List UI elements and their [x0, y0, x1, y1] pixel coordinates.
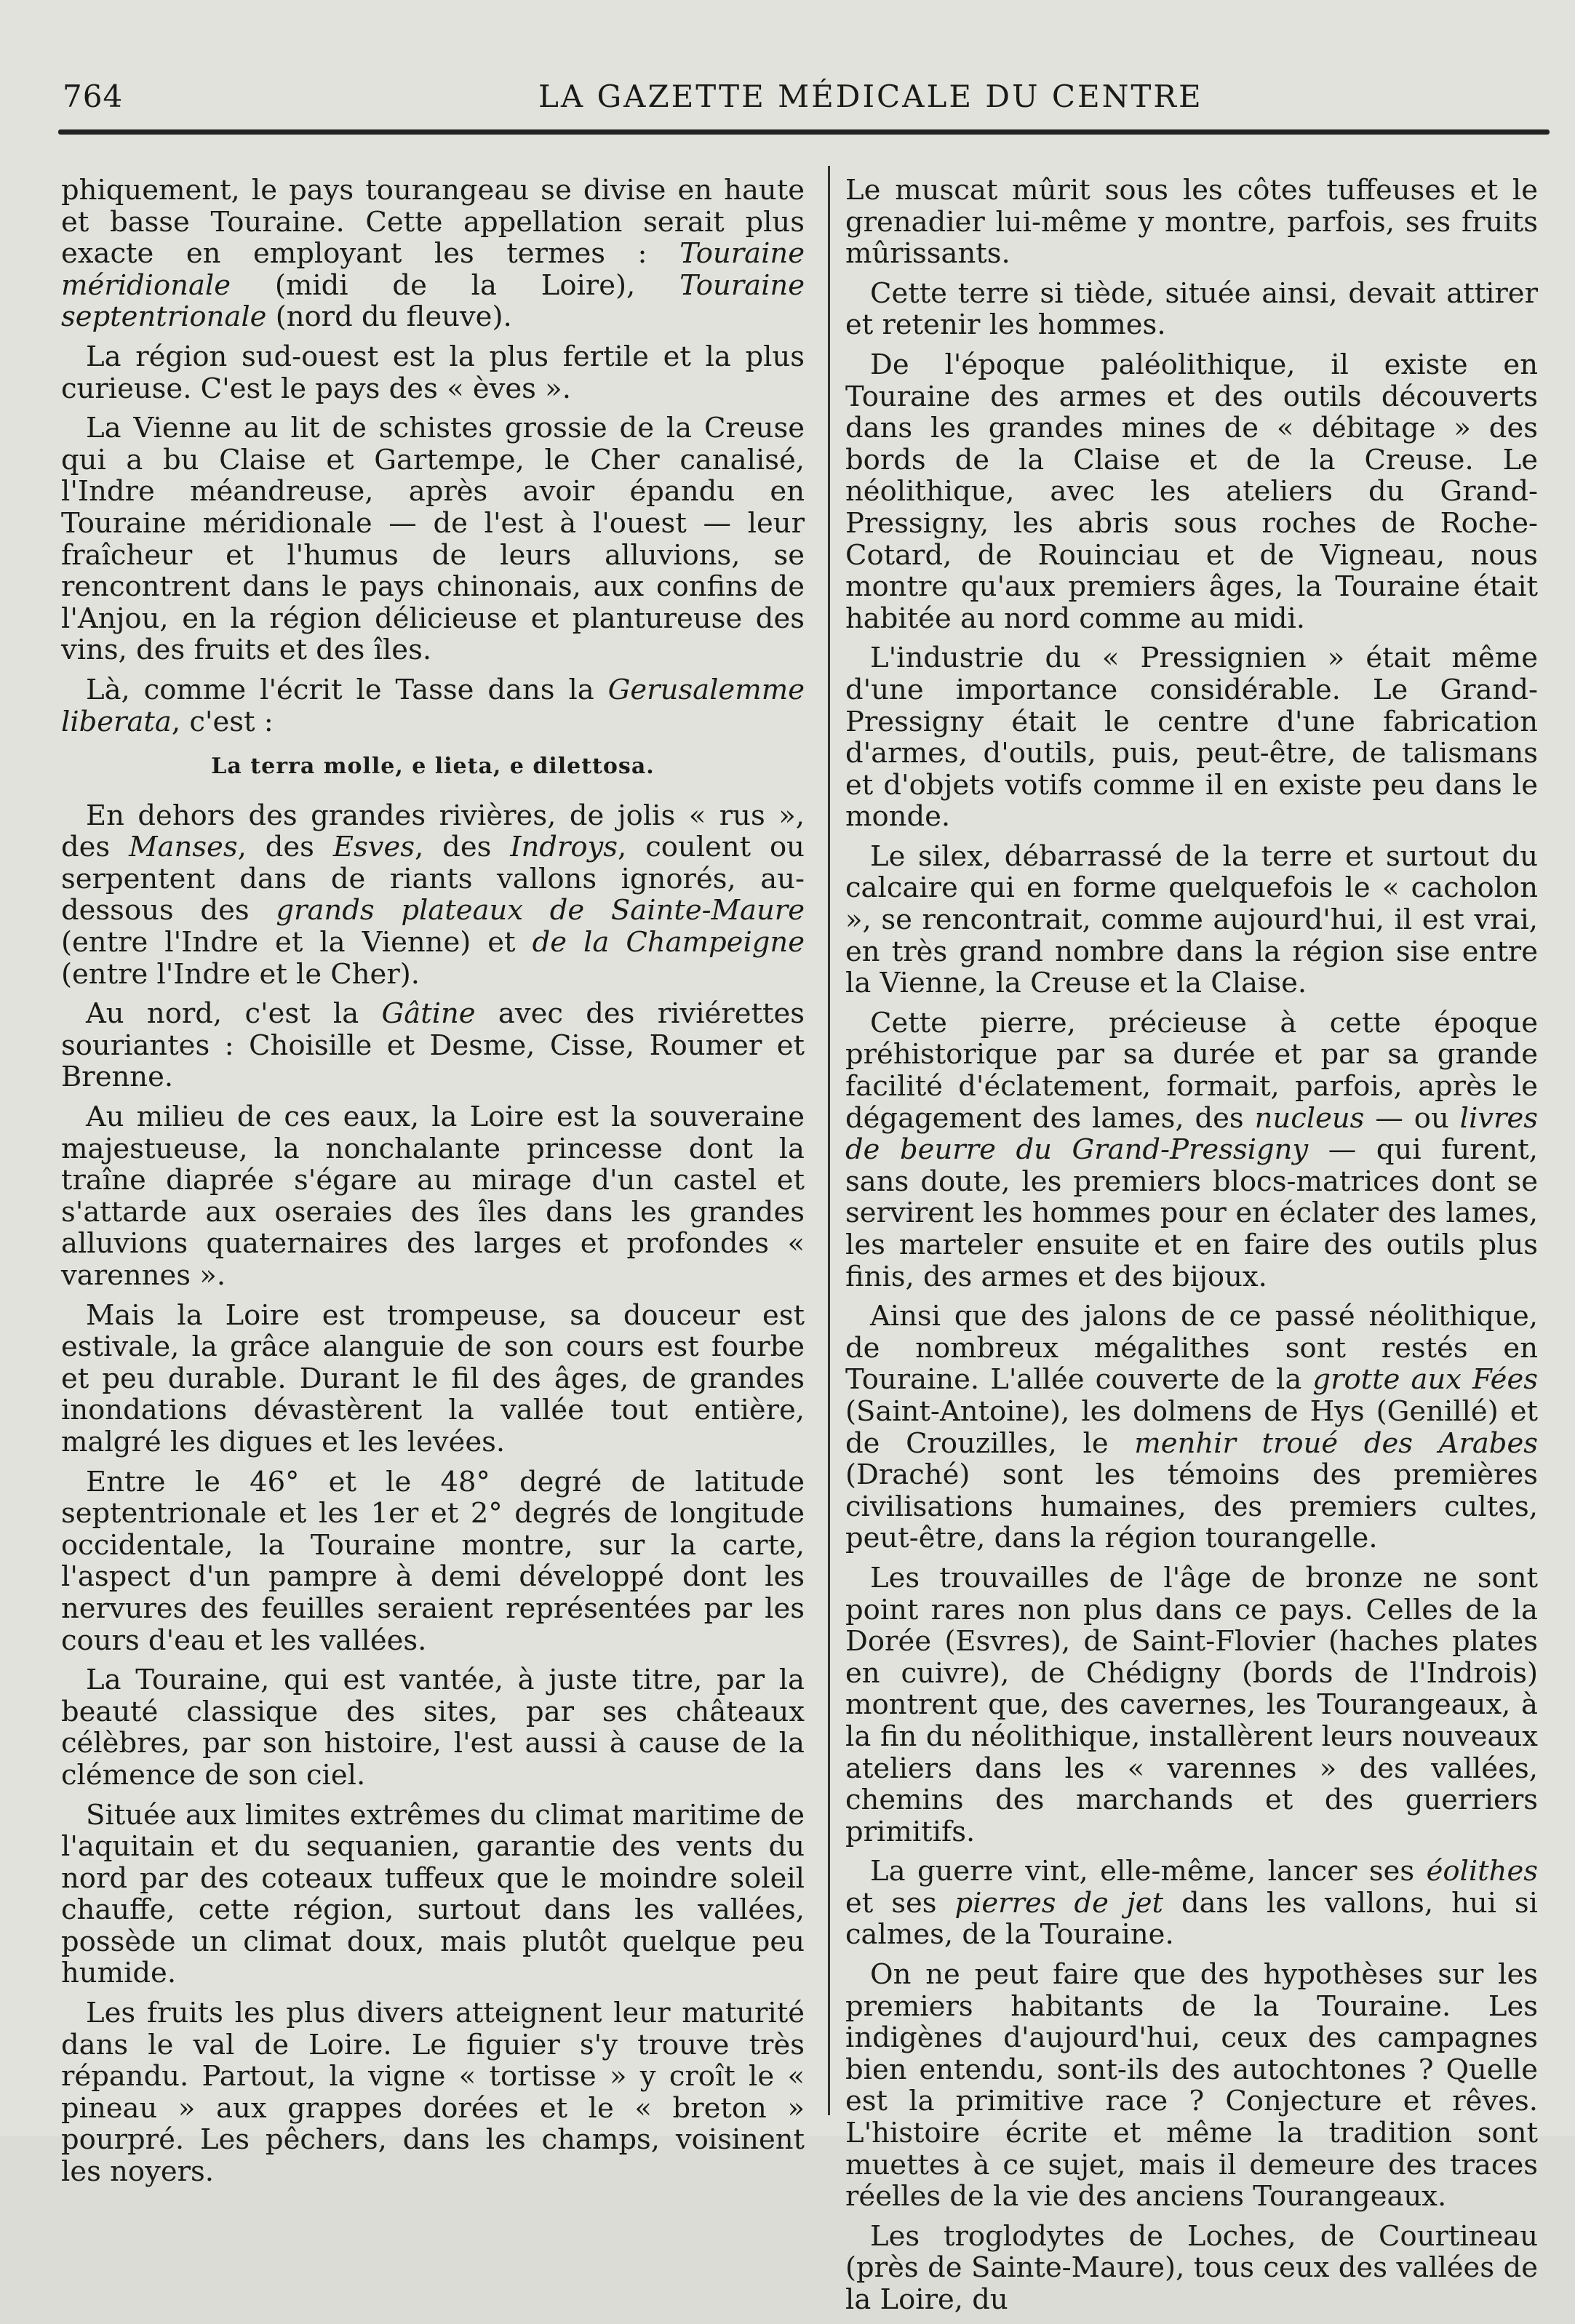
paragraph: Entre le 46° et le 48° degré de latitude septentrionale et les 1er et 2° degrés de longitude occidentale, la Touraine montre, sur la carte, l'aspect d'un pampre à demi développé dont les nervures des feuilles seraient représentées par les cours d'eau et les vallées.	[61, 1465, 805, 1657]
paragraph: En dehors des grandes rivières, de jolis « rus », des Manses, des Esves, des Indroys, coulent ou serpentent dans de riants vallons ignorés, au-dessous des grands plateaux de Sainte-Maure (entre l'Indre et la Vienne) et de la Champeigne (entre l'Indre et le Cher).	[61, 799, 805, 991]
paragraph: La Vienne au lit de schistes grossie de la Creuse qui a bu Claise et Gartempe, le Cher canalisé, l'Indre méandreuse, après avoir épandu en Touraine méridionale — de l'est à l'ouest — leur fraîcheur et l'humus de leurs alluvions, se rencontrent dans le pays chinonais, aux confins de l'Anjou, en la région délicieuse et plantureuse des vins, des fruits et des îles.	[61, 412, 805, 667]
page-number: 764	[63, 79, 124, 114]
paragraph: Au nord, c'est la Gâtine avec des riviérettes souriantes : Choisille et Desme, Cisse, Roumer et Brenne.	[61, 997, 805, 1094]
paragraph: Le silex, débarrassé de la terre et surtout du calcaire qui en forme quelquefois le « cacholon », se rencontrait, comme aujourd'hui, il est vrai, en très grand nombre dans la région sise entre la Vienne, la Creuse et la Claise.	[845, 839, 1538, 1000]
paragraph: Cette pierre, précieuse à cette époque préhistorique par sa durée et par sa grande facilité d'éclatement, formait, parfois, après le dégagement des lames, des nucleus — ou livres de beurre du Grand-Pressigny — qui furent, sans doute, les premiers blocs-matrices dont se servirent les hommes pour en éclater des lames, les marteler ensuite et en faire des outils plus finis, des armes et des bijoux.	[845, 1006, 1538, 1293]
page-header	[58, 79, 1546, 129]
paragraph: Les troglodytes de Loches, de Courtineau (près de Sainte-Maure), tous ceux des vallées de la Loire, du	[845, 2219, 1538, 2316]
paragraph: On ne peut faire que des hypothèses sur les premiers habitants de la Touraine. Les indigènes d'aujourd'hui, ceux des campagnes bien entendu, sont-ils des autochtones ? Quelle est la primitive race ? Conjecture et rêves. L'histoire écrite et même la tradition sont muettes à ce sujet, mais il demeure des traces réelles de la vie des anciens Tourangeaux.	[845, 1958, 1538, 2213]
paragraph: De l'époque paléolithique, il existe en Touraine des armes et des outils découverts dans les grandes mines de « débitage » des bords de la Claise et de la Creuse. Le néolithique, avec les ateliers du Grand-Pressigny, les abris sous roches de Roche-Cotard, de Rouinciau et de Vigneau, nous montre qu'aux premiers âges, la Touraine était habitée au nord comme au midi.	[845, 348, 1538, 635]
paragraph: Les fruits les plus divers atteignent leur maturité dans le val de Loire. Le figuier s'y trouve très répandu. Partout, la vigne « tortisse » y croît le « pineau » aux grappes dorées et le « breton » pourpré. Les pêchers, dans les champs, voisinent les noyers.	[61, 1997, 805, 2189]
header-rule	[58, 129, 1550, 135]
paragraph: La guerre vint, elle-même, lancer ses éolithes et ses pierres de jet dans les vallons, hui si calmes, de la Touraine.	[845, 1855, 1538, 1952]
paragraph: Les trouvailles de l'âge de bronze ne sont point rares non plus dans ce pays. Celles de la Dorée (Esvres), de Saint-Flovier (haches plates en cuivre), de Chédigny (bords de l'Indrois) montrent que, des cavernes, les Tourangeaux, à la fin du néolithique, installèrent leurs nouveaux ateliers dans les « varennes » des vallées, chemins des marchands et des guerriers primitifs.	[845, 1561, 1538, 1848]
paragraph: La Touraine, qui est vantée, à juste titre, par la beauté classique des sites, par ses châteaux célèbres, par son histoire, l'est aussi à cause de la clémence de son ciel.	[61, 1664, 805, 1792]
paragraph: Le muscat mûrit sous les côtes tuffeuses et le grenadier lui-même y montre, parfois, ses fruits mûrissants.	[845, 174, 1538, 271]
paragraph: La région sud-ouest est la plus fertile et la plus curieuse. C'est le pays des « èves ».	[61, 340, 805, 405]
verse-quote: La terra molle, e lieta, e dilettosa.	[211, 754, 655, 780]
paragraph: Ainsi que des jalons de ce passé néolithique, de nombreux mégalithes sont restés en Touraine. L'allée couverte de la grotte aux Fées (Saint-Antoine), les dolmens de Hys (Genillé) et de Crouzilles, le menhir troué des Arabes (Draché) sont les témoins des premières civilisations humaines, des premiers cultes, peut-être, dans la région tourangelle.	[845, 1300, 1538, 1555]
column-divider	[828, 166, 830, 2115]
paragraph: Située aux limites extrêmes du climat maritime de l'aquitain et du sequanien, garantie des vents du nord par des coteaux tuffeux que le moindre soleil chauffe, cette région, surtout dans les vallées, possède un climat doux, mais plutôt quelque peu humide.	[61, 1798, 805, 1990]
paragraph: L'industrie du « Pressignien » était même d'une importance considérable. Le Grand-Pressigny était le centre d'une fabrication d'armes, d'outils, puis, peut-être, de talismans et d'objets votifs comme il en existe peu dans le monde.	[845, 642, 1538, 834]
paragraph: phiquement, le pays tourangeau se divise en haute et basse Touraine. Cette appellation serait plus exacte en employant les termes : Touraine méridionale (midi de la Loire), Touraine septentrionale (nord du fleuve).	[61, 174, 805, 334]
journal-title: LA GAZETTE MÉDICALE DU CENTRE	[538, 79, 1203, 114]
right-column	[845, 175, 1538, 2324]
paragraph: Au milieu de ces eaux, la Loire est la souveraine majestueuse, la nonchalante princesse dont la traîne diaprée s'égare au mirage d'un castel et s'attarde aux oseraies des îles dans les grandes alluvions quaternaires des larges et profondes « varennes ».	[61, 1101, 805, 1292]
paragraph: Là, comme l'écrit le Tasse dans la Gerusalemme liberata, c'est :	[61, 673, 805, 738]
left-column	[61, 175, 805, 2196]
paragraph: Mais la Loire est trompeuse, sa douceur est estivale, la grâce alanguie de son cours est fourbe et peu durable. Durant le fil des âges, de grandes inondations dévastèrent la vallée tout entière, malgré les digues et les levées.	[61, 1298, 805, 1458]
paragraph: Cette terre si tiède, située ainsi, devait attirer et retenir les hommes.	[845, 276, 1538, 342]
